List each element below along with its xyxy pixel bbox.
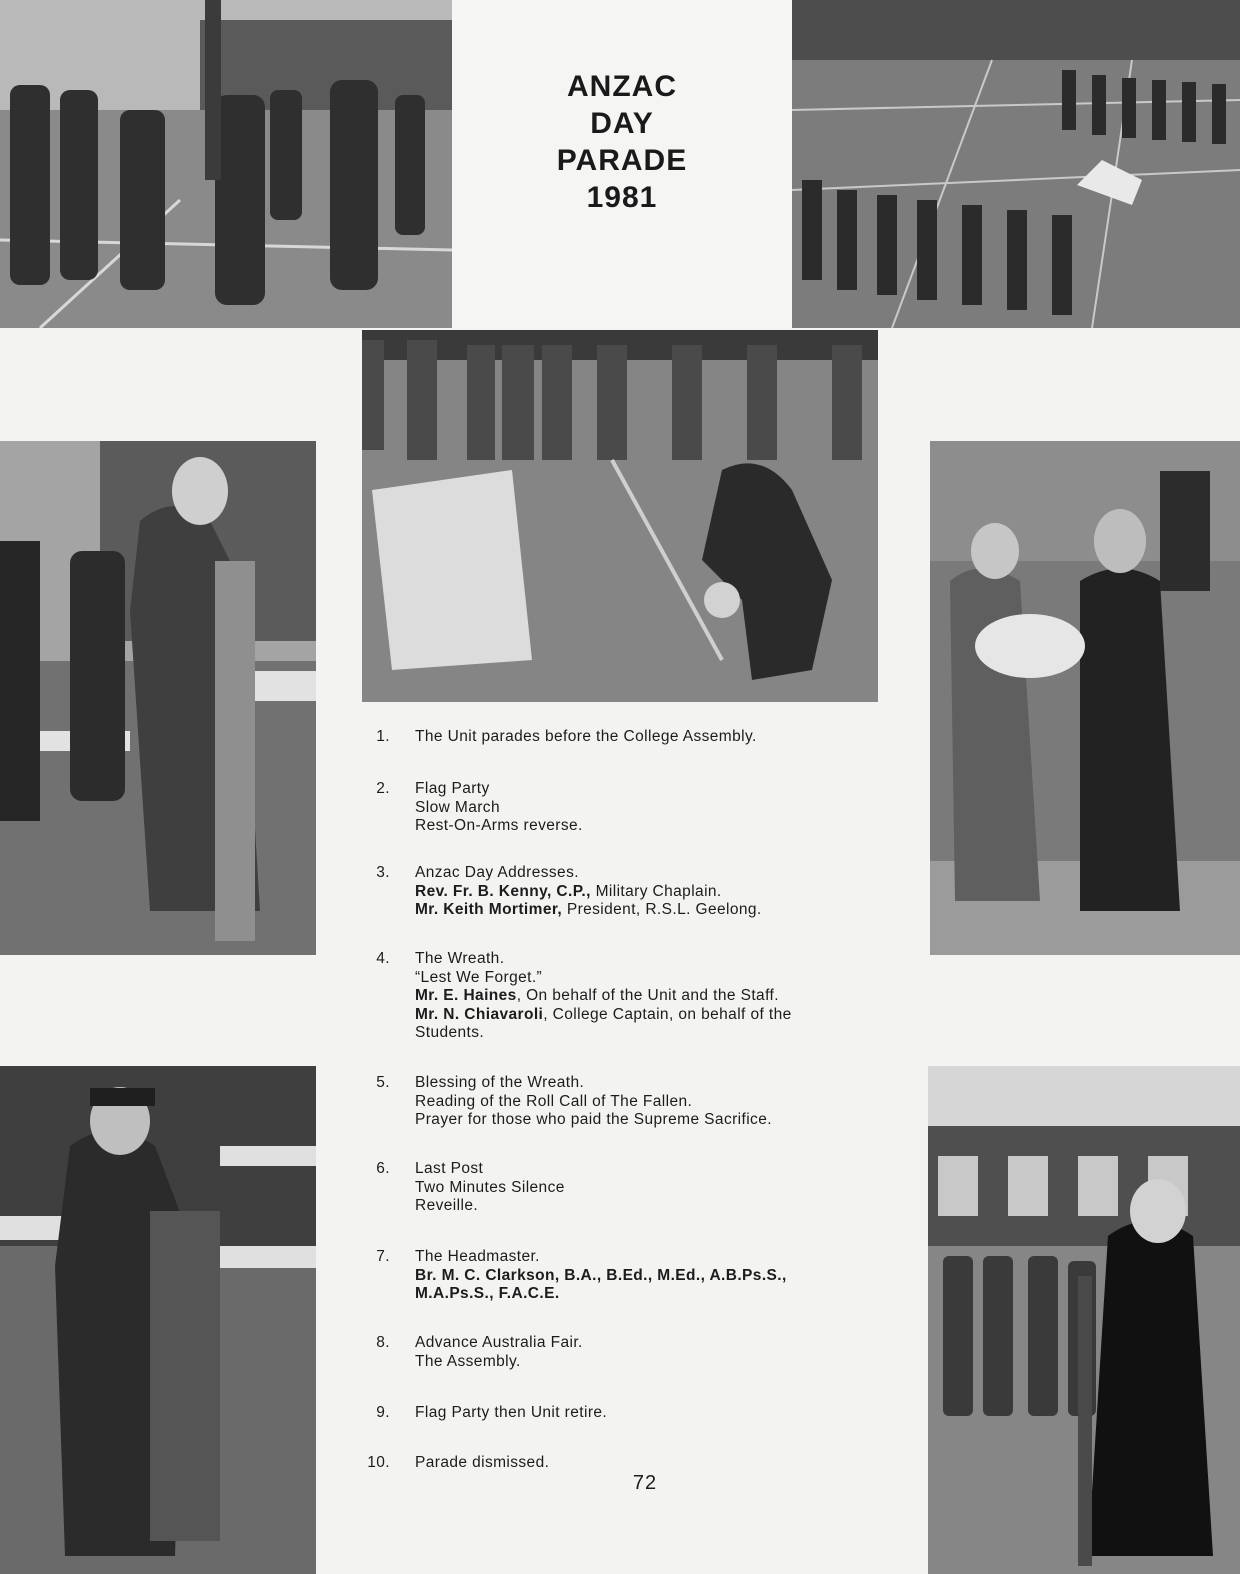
program-line-text: Parade dismissed. [415, 1454, 550, 1471]
program-item-number: 10. [367, 1454, 390, 1471]
program-item-line [415, 1404, 895, 1423]
program-item-line [415, 1248, 895, 1267]
title-line-4: 1981 [586, 181, 658, 214]
program-line-text: Reading of the Roll Call of The Fallen. [415, 1092, 693, 1110]
photo-marching-unit [0, 0, 452, 328]
program-item-text [415, 1160, 895, 1216]
program-line-text: The Assembly. [415, 1352, 521, 1370]
program-item-line [415, 1267, 895, 1286]
program-item-line [415, 1353, 895, 1372]
program-item-line [415, 1179, 895, 1198]
program-item-text [415, 728, 895, 747]
program-name-text: Mr. E. Haines [415, 987, 517, 1004]
photo-wreath-presentation [930, 441, 1240, 955]
program-item-line [415, 1160, 895, 1179]
program-item-line [415, 1334, 895, 1353]
program-item-text [415, 1404, 895, 1423]
program-line-text: Last Post [415, 1160, 484, 1177]
program-line-text: The Unit parades before the College Assembly. [415, 728, 757, 745]
program-item-text [415, 950, 895, 1043]
program-item-line [415, 1024, 895, 1043]
program-line-text: Advance Australia Fair. [415, 1334, 583, 1351]
program-item-line [415, 1093, 895, 1112]
program-item-text [415, 1454, 895, 1473]
program-item-number: 2. [376, 780, 390, 797]
program-item-line [415, 1454, 895, 1473]
title-line-2: DAY [590, 107, 654, 140]
program-item-line [415, 1006, 895, 1025]
program-line-text: Flag Party [415, 780, 490, 797]
program-item-line [415, 1285, 895, 1304]
program-line-text: Slow March [415, 798, 500, 816]
program-line-text: , On behalf of the Unit and the Staff. [516, 987, 779, 1004]
program-item-line [415, 864, 895, 883]
program-item-line [415, 987, 895, 1006]
photo-headmaster-address [928, 1066, 1240, 1574]
program-item-line [415, 969, 895, 988]
photo-speaker-lectern [0, 441, 316, 955]
program-line-text: President, R.S.L. Geelong. [562, 901, 762, 918]
program-item-line [415, 1074, 895, 1093]
program-line-text: Students. [415, 1024, 485, 1041]
program-name-text: M.A.Ps.S., F.A.C.E. [415, 1285, 560, 1302]
program-item-number: 5. [376, 1074, 390, 1091]
program-line-text: Reveille. [415, 1197, 479, 1214]
program-item-line [415, 799, 895, 818]
program-name-text: Mr. N. Chiavaroli [415, 1005, 544, 1023]
program-line-text: Military Chaplain. [590, 882, 722, 900]
program-item-number: 3. [376, 864, 390, 881]
program-item-line [415, 780, 895, 799]
page-number: 72 [632, 1472, 658, 1494]
program-line-text: , College Captain, on behalf of the [543, 1005, 792, 1023]
program-line-text: Two Minutes Silence [415, 1178, 565, 1196]
photo-chaplain-address [0, 1066, 316, 1574]
program-item-number: 1. [376, 728, 390, 745]
program-item-number: 7. [376, 1248, 390, 1265]
program-item-number: 9. [376, 1404, 390, 1421]
program-item-line [415, 1197, 895, 1216]
program-item-text [415, 864, 895, 920]
program-line-text: “Lest We Forget.” [415, 968, 543, 986]
program-line-text: Prayer for those who paid the Supreme Sacrifice. [415, 1111, 772, 1128]
program-item-text [415, 1074, 895, 1130]
program-name-text: Mr. Keith Mortimer, [415, 901, 563, 918]
program-item-line [415, 1111, 895, 1130]
photo-wreath-laying [362, 330, 878, 702]
program-item-line [415, 817, 895, 836]
program-name-text: Br. M. C. Clarkson, B.A., B.Ed., M.Ed., A.B.Ps.S., [415, 1266, 787, 1284]
program-item-number: 6. [376, 1160, 390, 1177]
program-item-text [415, 1248, 895, 1304]
program-item-line [415, 950, 895, 969]
program-item-line [415, 883, 895, 902]
title-line-3: PARADE [556, 144, 688, 177]
program-line-text: Blessing of the Wreath. [415, 1074, 585, 1091]
program-item-text [415, 1334, 895, 1371]
program-line-text: The Headmaster. [415, 1248, 540, 1265]
program-item-line [415, 728, 895, 747]
page-title [452, 0, 792, 328]
program-item-text [415, 780, 895, 836]
program-item-line [415, 901, 895, 920]
title-line-1: ANZAC [567, 70, 677, 103]
program-line-text: The Wreath. [415, 950, 505, 967]
program-item-number: 8. [376, 1334, 390, 1351]
photo-parade-ground [792, 0, 1240, 328]
program-line-text: Flag Party then Unit retire. [415, 1404, 608, 1421]
program-item-number: 4. [376, 950, 390, 967]
program-line-text: Anzac Day Addresses. [415, 864, 579, 881]
program-line-text: Rest-On-Arms reverse. [415, 817, 583, 834]
program-name-text: Rev. Fr. B. Kenny, C.P., [415, 882, 591, 900]
